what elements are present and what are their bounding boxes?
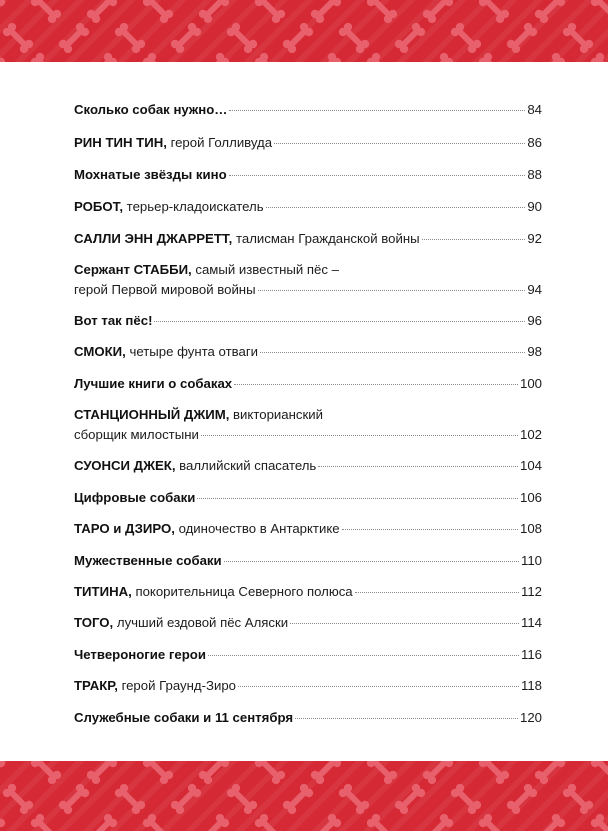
toc-entry-bold: Сколько собак нужно…: [74, 102, 228, 117]
toc-entry-subtitle: четыре фунта отваги: [125, 344, 258, 359]
toc-entry-subtitle: викторианский: [229, 407, 323, 422]
toc-entry-line: [74, 678, 542, 694]
toc-entry-bold: Лучшие книги о собаках: [74, 376, 233, 391]
toc-entry-bold: СМОКИ,: [74, 344, 126, 359]
toc-entry-bold: СТАНЦИОННЫЙ ДЖИМ,: [74, 407, 230, 422]
toc-entry-page: 98: [527, 344, 542, 359]
toc-entry-title: [74, 376, 232, 392]
toc-entry-page: 86: [527, 135, 542, 150]
bone-icon: [57, 782, 91, 816]
dot-leader: [201, 435, 518, 436]
toc-entry-page: 114: [520, 615, 542, 630]
bone-icon: [225, 782, 259, 816]
toc-entry: [74, 615, 542, 631]
bone-icon: [309, 761, 343, 786]
toc-entry: [74, 458, 542, 474]
toc-entry-line: [74, 282, 542, 298]
toc-entry: [74, 102, 542, 118]
toc-entry: [74, 490, 542, 506]
toc-entry-title: [74, 647, 206, 663]
bone-icon: [477, 761, 511, 786]
toc-entry-bold: СУОНСИ ДЖЕК,: [74, 458, 176, 473]
dot-leader: [274, 143, 525, 144]
bone-icon: [0, 0, 7, 25]
dot-leader: [234, 384, 518, 385]
toc-entry-title: [74, 167, 227, 183]
toc-entry-subtitle: самый известный пёс –: [191, 262, 339, 277]
toc-entry-page: 94: [527, 282, 542, 297]
toc-entry-bold: ТОГО,: [74, 615, 114, 630]
dot-leader: [266, 207, 526, 208]
toc-entry: [74, 167, 542, 183]
toc-entry-bold: Четвероногие герои: [74, 647, 206, 662]
dot-leader: [258, 290, 526, 291]
bone-icon: [197, 812, 231, 831]
bone-icon: [253, 812, 287, 831]
toc-entry-bold: Сержант СТАББИ,: [74, 262, 192, 277]
toc-entry-bold: ТАРО и ДЗИРО,: [74, 521, 175, 536]
toc-entry-line: [74, 553, 542, 569]
toc-entry-page: 120: [519, 710, 542, 725]
toc-entry-title: [74, 313, 152, 329]
toc-entry-page: 104: [519, 458, 542, 473]
toc-entry-line: [74, 102, 542, 118]
bone-icon: [589, 761, 608, 786]
toc-entry-title: [74, 458, 316, 474]
bone-icon: [0, 51, 7, 62]
toc-entry-bold: Вот так пёс!: [74, 313, 153, 328]
bone-icon: [421, 812, 455, 831]
bone-icon: [29, 51, 63, 62]
bone-icon: [365, 812, 399, 831]
toc-entry-bold: ТИТИНА,: [74, 584, 132, 599]
toc-entry-title: [74, 344, 258, 360]
dot-leader: [422, 239, 526, 240]
toc-entry-title: [74, 678, 236, 694]
toc-entry-subtitle: терьер-кладоискатель: [123, 199, 264, 214]
bone-icon: [393, 782, 427, 816]
toc-entry-line: [74, 427, 542, 443]
toc-entry-line: [74, 490, 542, 506]
toc-entry-line: [74, 199, 542, 215]
toc-entry-line: [74, 167, 542, 183]
bone-icon: [113, 782, 147, 816]
dot-leader: [295, 718, 518, 719]
dot-leader: [238, 686, 519, 687]
bone-icon: [561, 782, 595, 816]
toc-entry-title: [74, 615, 288, 631]
toc-entry-line: [74, 344, 542, 360]
toc-entry-line: [74, 584, 542, 600]
toc-entry-line: [74, 376, 542, 392]
bone-icon: [365, 761, 399, 786]
toc-entry-page: 112: [520, 584, 542, 599]
bone-icon: [0, 812, 7, 831]
toc-entry-bold: Мужественные собаки: [74, 553, 222, 568]
toc-entry: [74, 344, 542, 360]
toc-entry-bold: Мохнатые звёзды кино: [74, 167, 227, 182]
toc-entry-subtitle: валлийский спасатель: [175, 458, 317, 473]
dot-leader: [229, 110, 525, 111]
dot-leader: [224, 561, 519, 562]
toc-entry: [74, 647, 542, 663]
toc-entry: [74, 710, 542, 726]
toc-entry: [74, 553, 542, 569]
dot-leader: [229, 175, 526, 176]
toc-entry-line: [74, 262, 542, 278]
toc-entry-title: [74, 407, 323, 423]
bone-icon: [197, 761, 231, 786]
toc-entry-bold: ТРАКР,: [74, 678, 118, 693]
toc-entry-line: [74, 135, 542, 151]
toc-entry-title: [74, 584, 353, 600]
toc-entry-title: [74, 199, 264, 215]
dot-leader: [260, 352, 525, 353]
toc-entry-subtitle: герой Граунд-Зиро: [117, 678, 237, 693]
toc-entry-title: [74, 521, 340, 537]
bone-icon: [0, 761, 7, 786]
toc-entry: [74, 376, 542, 392]
dot-leader: [318, 466, 518, 467]
toc-entry-page: 108: [519, 521, 542, 536]
bone-icon: [281, 782, 315, 816]
toc-entry-bold: САЛЛИ ЭНН ДЖАРРЕТТ,: [74, 231, 233, 246]
toc-entry-page: 118: [520, 678, 542, 693]
bone-icon: [141, 761, 175, 786]
dot-leader: [197, 498, 518, 499]
toc-entry-page: 100: [519, 376, 542, 391]
bone-pattern-bottom: [0, 761, 608, 831]
dot-leader: [154, 321, 525, 322]
toc-entry-title: [74, 710, 293, 726]
toc-entry-subtitle: лучший ездовой пёс Аляски: [113, 615, 289, 630]
toc-entry-line: [74, 407, 542, 423]
bone-icon: [533, 761, 567, 786]
toc-entry-subtitle: талисман Гражданской войны: [232, 231, 420, 246]
toc-entry-subtitle: одиночество в Антарктике: [174, 521, 340, 536]
bone-icon: [1, 782, 35, 816]
bone-icon: [589, 0, 608, 25]
toc-entry-page: 116: [520, 647, 542, 662]
toc-entry-title: [74, 553, 222, 569]
toc-entry: [74, 407, 542, 443]
toc-entry-bold: РИН ТИН ТИН,: [74, 135, 167, 150]
bone-icon: [85, 761, 119, 786]
toc-entry-line: [74, 458, 542, 474]
toc-entry-page: 90: [527, 199, 542, 214]
toc-entry-page: 92: [527, 231, 542, 246]
bone-icon: [337, 782, 371, 816]
bone-icon: [1, 21, 35, 55]
toc-entry-page: 102: [519, 427, 542, 442]
bone-icon: [477, 812, 511, 831]
toc-entry-title: [74, 490, 195, 506]
bone-icon: [141, 812, 175, 831]
bone-icon: [449, 782, 483, 816]
bone-icon: [85, 812, 119, 831]
toc-entry: [74, 262, 542, 298]
toc-entry-page: 84: [527, 102, 542, 117]
bone-icon: [29, 812, 63, 831]
toc-entry: [74, 584, 542, 600]
table-of-contents: [74, 0, 542, 831]
toc-entry: [74, 231, 542, 247]
dot-leader: [290, 623, 519, 624]
toc-entry: [74, 313, 542, 329]
toc-entry-subtitle: покорительница Северного полюса: [131, 584, 353, 599]
bottom-pattern-band: [0, 761, 608, 831]
toc-entry-subtitle-cont: сборщик милостыни: [74, 427, 199, 442]
toc-entry-title: [74, 231, 420, 247]
toc-entry-line: [74, 521, 542, 537]
toc-entry-title: [74, 102, 227, 118]
bone-icon: [169, 782, 203, 816]
bone-icon: [309, 812, 343, 831]
toc-entry-line: [74, 615, 542, 631]
toc-entry-subtitle: герой Голливуда: [166, 135, 273, 150]
toc-entry-bold: Цифровые собаки: [74, 490, 196, 505]
toc-entry: [74, 199, 542, 215]
bone-icon: [589, 812, 608, 831]
dot-leader: [342, 529, 518, 530]
bone-icon: [589, 51, 608, 62]
toc-entry-subtitle-cont: герой Первой мировой войны: [74, 282, 256, 297]
toc-entry-line: [74, 231, 542, 247]
toc-entry-page: 96: [527, 313, 542, 328]
toc-entry-line: [74, 647, 542, 663]
bone-icon: [29, 0, 63, 25]
bone-icon: [29, 761, 63, 786]
toc-entry: [74, 135, 542, 151]
toc-entry-line: [74, 710, 542, 726]
bone-icon: [421, 761, 455, 786]
bone-icon: [533, 812, 567, 831]
toc-entry-page: 106: [519, 490, 542, 505]
toc-entry-bold: Служебные собаки и 11 сентября: [74, 710, 294, 725]
toc-entry-page: 110: [520, 553, 542, 568]
toc-entry-page: 88: [527, 167, 542, 182]
bone-icon: [505, 782, 539, 816]
dot-leader: [355, 592, 519, 593]
toc-entry: [74, 678, 542, 694]
toc-entry-bold: РОБОТ,: [74, 199, 124, 214]
toc-entry: [74, 521, 542, 537]
toc-entry-line: [74, 313, 542, 329]
dot-leader: [208, 655, 519, 656]
bone-icon: [561, 21, 595, 55]
toc-entry-title: [74, 262, 339, 278]
bone-icon: [253, 761, 287, 786]
toc-entry-title: [74, 135, 272, 151]
